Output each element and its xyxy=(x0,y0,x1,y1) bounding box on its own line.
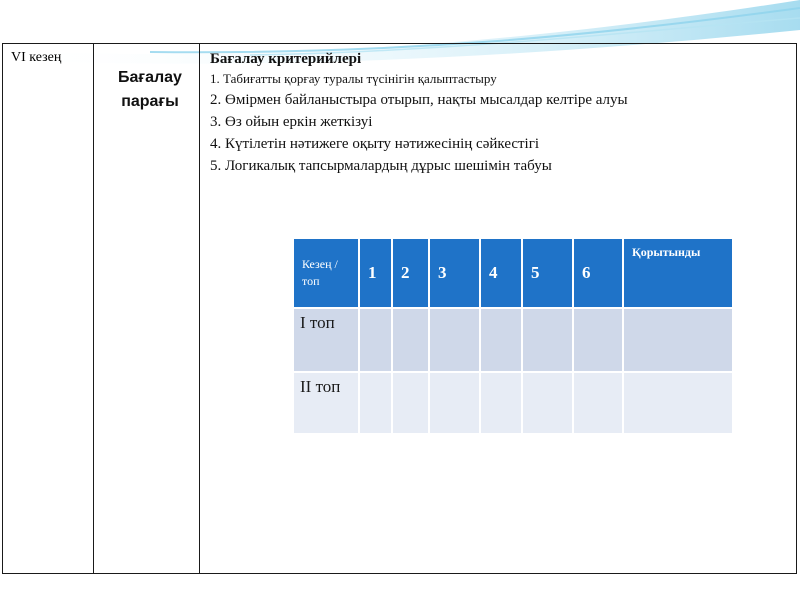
column-divider xyxy=(199,44,200,573)
stage-label: VI кезең xyxy=(11,50,62,65)
score-cell xyxy=(522,372,573,434)
score-cell xyxy=(429,308,480,372)
score-cell xyxy=(392,308,429,372)
criterion-item: 3. Өз ойын еркін жеткізуі xyxy=(210,114,373,130)
criterion-item: 2. Өмірмен байланыстыра отырып, нақты мысалдар келтіре алуы xyxy=(210,92,628,108)
column-header-total: Қорытынды xyxy=(623,238,733,308)
score-cell xyxy=(392,372,429,434)
score-cell xyxy=(480,308,522,372)
criterion-item: 1. Табиғатты қорғау туралы түсінігін қалыптастыру xyxy=(210,71,497,86)
score-cell xyxy=(573,308,623,372)
column-header-4: 4 xyxy=(480,238,522,308)
table-row xyxy=(293,308,733,372)
criterion-item: 4. Күтілетін нәтижеге оқыту нәтижесінің сәйкестігі xyxy=(210,136,540,152)
column-header-stage-group: Кезең / топ xyxy=(293,238,359,308)
row-label: ІІ топ xyxy=(293,372,359,434)
column-divider xyxy=(93,44,94,573)
column-header-3: 3 xyxy=(429,238,480,308)
total-cell xyxy=(623,372,733,434)
score-cell xyxy=(480,372,522,434)
total-cell xyxy=(623,308,733,372)
score-cell xyxy=(359,308,392,372)
criteria-block xyxy=(210,50,790,177)
assessment-sheet-title: Бағалау парағы xyxy=(118,69,182,110)
criterion-item: 5. Логикалық тапсырмалардың дұрыс шешімін табуы xyxy=(210,158,552,174)
table-header-row xyxy=(293,238,733,308)
row-label: І топ xyxy=(293,308,359,372)
score-cell xyxy=(522,308,573,372)
score-cell xyxy=(429,372,480,434)
score-cell xyxy=(359,372,392,434)
score-cell xyxy=(573,372,623,434)
column-header-1: 1 xyxy=(359,238,392,308)
table-row xyxy=(293,372,733,434)
column-header-5: 5 xyxy=(522,238,573,308)
column-header-2: 2 xyxy=(392,238,429,308)
grading-table xyxy=(292,237,734,435)
column-header-6: 6 xyxy=(573,238,623,308)
criteria-title: Бағалау критерийлері xyxy=(210,51,362,67)
